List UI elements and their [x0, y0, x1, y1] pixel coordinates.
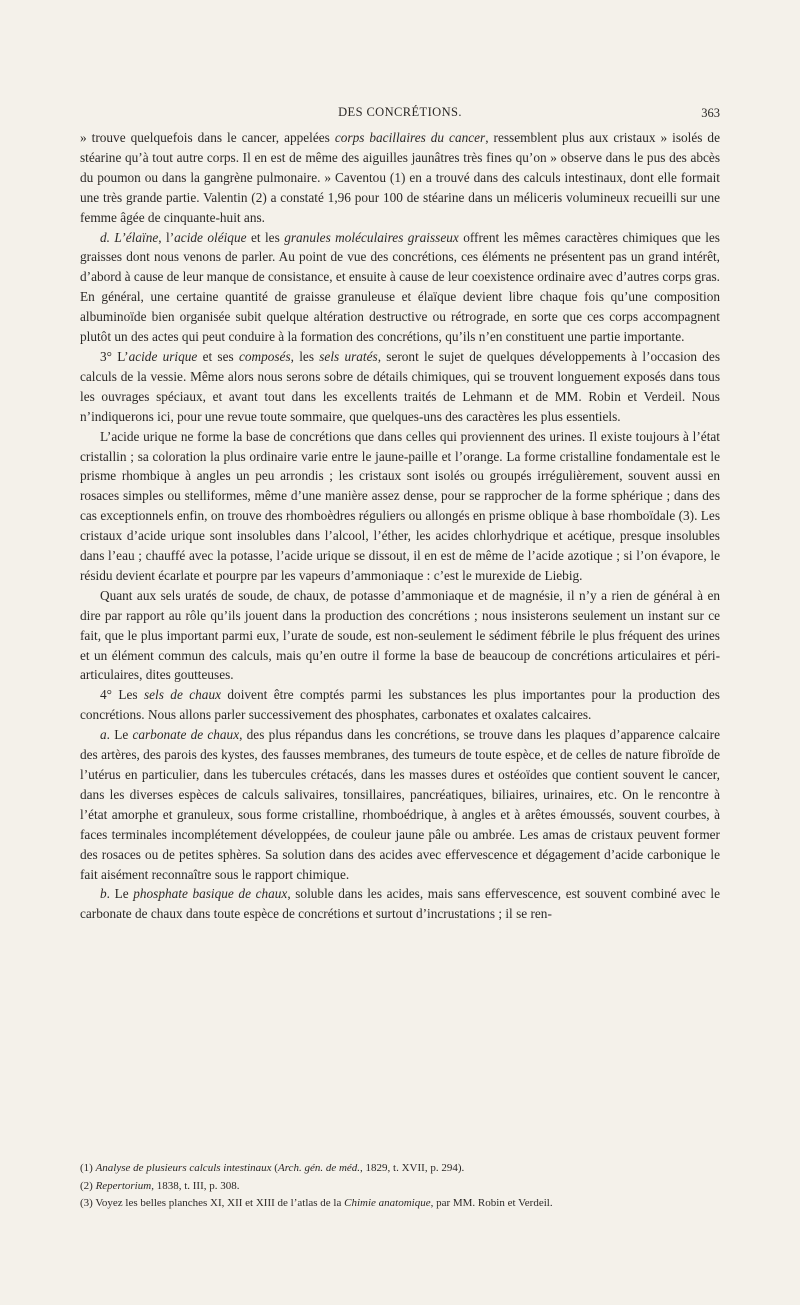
paragraph [80, 427, 720, 586]
italic-text: acide urique [128, 348, 198, 364]
text-run: (3) Voyez les belles planches XI, XII et XIII de l’atlas de la [80, 1197, 345, 1209]
italic-text: Chimie anatomique [344, 1197, 431, 1209]
text-run: , par MM. Robin et Verdeil. [430, 1197, 553, 1209]
text-run: , les [290, 348, 320, 364]
text-run: offrent les mêmes caractères chimiques que les graisses dont nous venons de parler. Au point de vue des concrétions, ces éléments ne présentent pas un grand intérêt, d’abord à cause de leur manque de consistance, et ensuite à cause de leur coexistence ordinaire avec d’autres corps gras. En général, une certaine quantité de graisse granuleuse et élaïque devient libre chaque fois qu’une composition albuminoïde bien organisée subit quelque altération destructive ou rétrograde, en sorte que ces corps accompagnent plutôt un des actes qui peut conduire à la formation des concrétions, qu’ils n’en constituent une partie importante. [80, 229, 720, 345]
text-run: , des plus répandus dans les concrétions, se trouve dans les plaques d’apparence calcaire des artères, des parois des kystes, des fausses membranes, des tumeurs de toute espèce, et de celles de nature fibroïde de l’utérus en particulier, dans les tubercules crétacés, dans les masses dures et ostéoïdes que contient souvent le cancer, dans les diverses espèces de calculs salivaires, tonsillaires, pancréatiques, biliaires, urinaires, etc. On le rencontre à l’état amorphe et granuleux, sous forme cristalline, rhomboédrique, à angles et à arêtes émoussés, souvent courbes, à faces terminales incomplétement développées, de couleur jaune pâle ou ambrée. Les amas de cristaux peuvent former des rosaces ou de petites sphères. Sa solution dans des acides avec effervescence et dégagement d’acide carbonique le fait aisément reconnaître sous le rapport chimique. [80, 727, 721, 882]
italic-text: Repertorium [95, 1179, 152, 1192]
italic-text: composés [238, 348, 291, 364]
italic-text: acide oléique [174, 229, 247, 245]
text-run: , ressemblent plus aux cristaux » isolés de stéarine qu’à tout autre corps. Il en est de même des aiguilles jaunâtres très fines qu’on » observe dans le pus des abcès du poumon ou dans la gangrène pulmonaire. » Caventou (1) en a trouvé dans des calculs intestinaux, dont elle formait une très grande partie. Valentin (2) a constaté 1,96 pour 100 de stéarine dans un méliceris volumineux recueilli sur une femme âgée de cinquante-huit ans. [80, 130, 720, 225]
page-header [80, 105, 720, 125]
text-run: , 1829, t. XVII, p. 294). [360, 1162, 465, 1174]
paragraph [80, 228, 720, 347]
paragraph [80, 347, 720, 427]
running-head: DES CONCRÉTIONS. [338, 105, 462, 119]
footnotes [80, 1160, 720, 1213]
text-run: , l’ [158, 229, 175, 245]
footnote [80, 1195, 720, 1213]
italic-text: Arch. gén. de méd. [277, 1162, 361, 1174]
text-run: Quant aux sels uratés de soude, de chaux, de potasse d’ammoniaque et de magnésie, il n’y a rien de général à en dire par rapport au rôle qu’ils jouent dans la production des concrétions ; nous insisterons seulement un instant sur ce fait, que le plus important parmi eux, l’urate de soude, est non-seulement le sédiment fébrile le plus fréquent des urines et un élément commun des calculs, mais qu’en outre il forme la base de beaucoup de concrétions articulaires et péri-articulaires, dites goutteuses. [80, 587, 720, 683]
italic-text: élaïne [125, 229, 159, 245]
text-run: , soluble dans les acides, mais sans effervescence, est souvent combiné avec le carbonate de chaux dans toute espèce de concrétions et surtout d’incrustations ; il se ren- [80, 886, 720, 922]
italic-text: a [100, 727, 107, 743]
italic-text: sels uratés [319, 348, 378, 364]
text-run: (2) [80, 1179, 96, 1192]
italic-text: sels de chaux [143, 687, 222, 703]
text-run: et les [246, 229, 285, 245]
paragraph [80, 685, 720, 725]
text-run: 4° Les [100, 687, 144, 703]
italic-text: d. L’ [100, 229, 126, 245]
body-text [80, 128, 720, 924]
text-run: 3° L’ [100, 348, 129, 364]
text-run: . Le [106, 886, 134, 902]
text-run: L’acide urique ne forme la base de concrétions que dans celles qui proviennent des urines. Il existe toujours à l’état cristallin ; sa coloration la plus ordinaire varie entre le jaune-paille et l’orange. La forme cristalline fondamentale est le prisme rhombique à angles un peu arrondis ; les cristaux sont isolés ou groupés irrégulièrement, souvent aussi en rosaces simples ou stelliformes, même d’une manière assez dense, pour se rapprocher de la forme sphérique ; dans des cas exceptionnels enfin, on trouve des rhomboèdres réguliers ou allongés en prisme oblique à base rhomboïdale (3). Les cristaux d’acide urique sont insolubles dans l’alcool, l’éther, les acides chlorhydrique et acétique, presque insolubles dans l’eau ; chauffé avec la potasse, l’acide urique se dissout, il en est de même de l’acide azotique ; si l’on évapore, le résidu devient écarlate et pourpre par les vapeurs d’ammoniaque : c’est le murexide de Liebig. [80, 428, 720, 583]
paragraph [80, 884, 720, 924]
text-run: et ses [197, 348, 239, 364]
text-run: (1) [80, 1162, 96, 1174]
text-run: ( [271, 1162, 278, 1174]
text-run: , 1838, t. III, p. 308. [151, 1179, 240, 1192]
text-run: » trouve quelquefois dans le cancer, appelées [80, 130, 335, 145]
paragraph [80, 586, 720, 686]
footnote [80, 1160, 720, 1178]
italic-text: carbonate de chaux [132, 727, 240, 743]
text-run: , seront le sujet de quelques développements à l’occasion des calculs de la vessie. Même alors nous serons sobre de détails chimiques, qui se trouvent longuement exposés dans tous les ouvrages spéciaux, et avant tout dans les excellents traités de Lehmann et de MM. Robin et Verdeil. Nous n’indiquerons ici, pour une revue toute sommaire, que quelques-uns des caractères les plus essentiels. [80, 348, 721, 424]
italic-text: Analyse de plusieurs calculs intestinaux [95, 1162, 272, 1174]
italic-text: b [100, 886, 107, 902]
italic-text: phosphate basique de chaux [133, 886, 288, 902]
text-run: . Le [106, 727, 133, 743]
italic-text: corps bacillaires du cancer [334, 130, 486, 145]
page-number: 363 [701, 106, 720, 120]
footnote [80, 1178, 720, 1196]
paragraph [80, 128, 720, 228]
italic-text: granules moléculaires graisseux [284, 229, 459, 245]
paragraph [80, 725, 720, 884]
text-run: doivent être comptés parmi les substances les plus importantes pour la production des concrétions. Nous allons parler successivement des phosphates, carbonates et oxalates calcaires. [80, 687, 720, 723]
